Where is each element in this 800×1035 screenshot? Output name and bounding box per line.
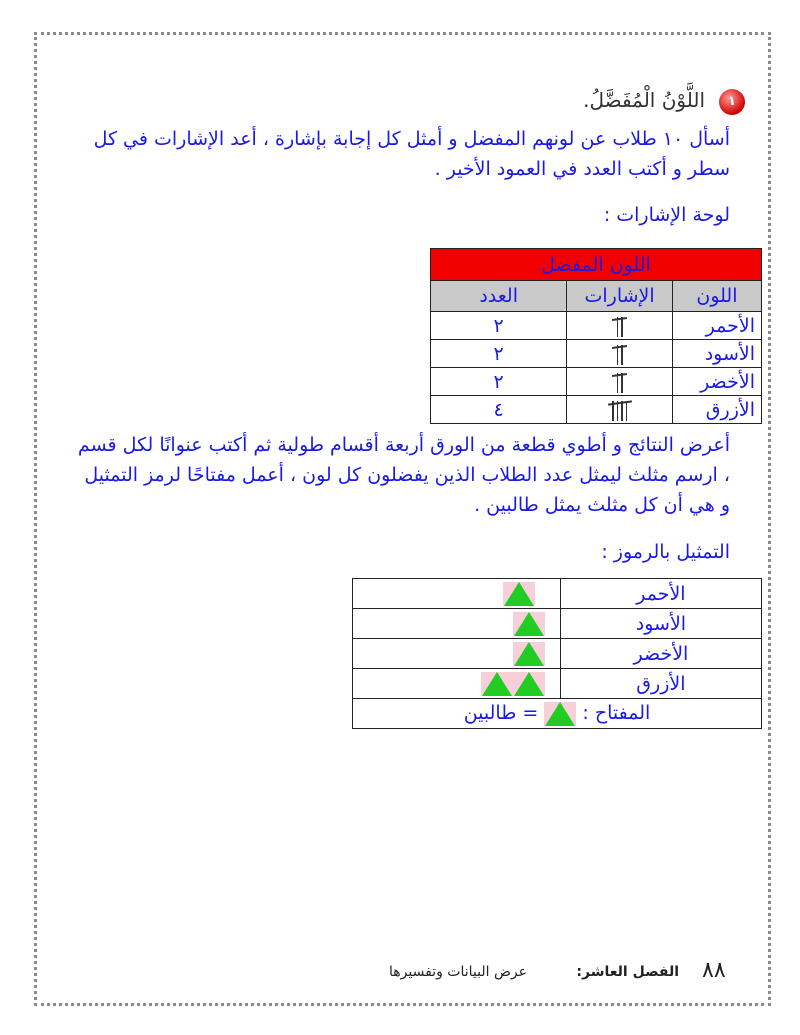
tally-row [431,340,762,368]
pictograph-row-symbols [353,609,561,639]
tally-row-count: ٢ [431,368,567,396]
pictograph-row-color: الأسود [560,609,761,639]
tally-row-count: ٤ [431,396,567,424]
tally-stroke [621,345,623,365]
pictograph-key [353,699,762,729]
tally-chart-label: لوحة الإشارات : [603,204,730,226]
tally-marks [615,371,624,393]
exercise-number-badge: ١ [719,89,745,115]
tally-row-marks [567,312,673,340]
pictograph-label: التمثيل بالرموز : [601,541,730,563]
tally-row-marks [567,396,673,424]
tally-row-marks [567,368,673,396]
tally-stroke [621,317,623,337]
pictograph-row [353,579,762,609]
triangle-symbols [481,672,545,694]
key-value: = طالبين [463,702,539,724]
tally-row-color: الأسود [672,340,761,368]
chapter-label: الفصل العاشر: [576,964,679,980]
tally-row-color: الأزرق [672,396,761,424]
tally-row [431,312,762,340]
tally-row-color: الأخضر [672,368,761,396]
instructions-paragraph-2: أعرض النتائج و أطوي قطعة من الورق أربعة أقسام طولية ثم أكتب عنوانًا لكل قسم ، ارسم مثلث ليمثل عدد الطلاب الذين يفضلون كل لون ، أعمل مفتاحًا لرمز التمثيل و هي أن كل مثلث يمثل طالبين . [77,434,730,516]
triangle-icon [481,672,513,696]
tally-row [431,396,762,424]
tally-row-count: ٢ [431,340,567,368]
tally-overline [612,345,627,349]
pictograph-table [352,578,762,729]
triangle-icon [503,582,535,606]
header-count: العدد [431,281,567,312]
tally-table-title: اللون المفضل [431,249,762,281]
key-triangle-icon [544,702,576,726]
tally-row-count: ٢ [431,312,567,340]
chapter-title: عرض البيانات وتفسيرها [389,964,527,980]
header-tally: الإشارات [567,281,673,312]
instructions-paragraph-1: أسأل ١٠ طلاب عن لونهم المفضل و أمثل كل إجابة بإشارة ، أعد الإشارات في كل سطر و أكتب العدد في العمود الأخير . [93,128,730,180]
page-number: ٨٨ [702,958,726,983]
exercise-title: اللَّوْنُ الْمُفَضَّلُ. [583,88,705,112]
tally-row-color: الأحمر [672,312,761,340]
tally-stroke [626,401,628,421]
key-label: المفتاح : [582,702,651,724]
triangle-symbols [513,612,545,634]
pictograph-row [353,609,762,639]
tally-table-title-row [431,249,762,281]
tally-row-marks [567,340,673,368]
tally-stroke [621,373,623,393]
tally-row [431,368,762,396]
pictograph-key-row [353,699,762,729]
header-color: اللون [672,281,761,312]
triangle-icon [513,672,545,696]
tally-marks [615,315,624,337]
tally-table [430,248,762,424]
pictograph-row [353,669,762,699]
triangle-symbols [503,582,535,604]
pictograph-row-symbols [353,579,561,609]
triangle-icon [513,612,545,636]
pictograph-row-color: الأحمر [560,579,761,609]
pictograph-row [353,639,762,669]
pictograph-row-symbols [353,639,561,669]
pictograph-row-symbols [353,669,561,699]
triangle-icon [513,642,545,666]
tally-table-header-row [431,281,762,312]
triangle-symbols [513,642,545,664]
tally-marks [615,343,624,365]
pictograph-row-color: الأزرق [560,669,761,699]
tally-overline [612,373,627,377]
tally-marks [611,399,629,421]
pictograph-row-color: الأخضر [560,639,761,669]
tally-stroke [621,401,623,421]
tally-overline [612,317,627,321]
